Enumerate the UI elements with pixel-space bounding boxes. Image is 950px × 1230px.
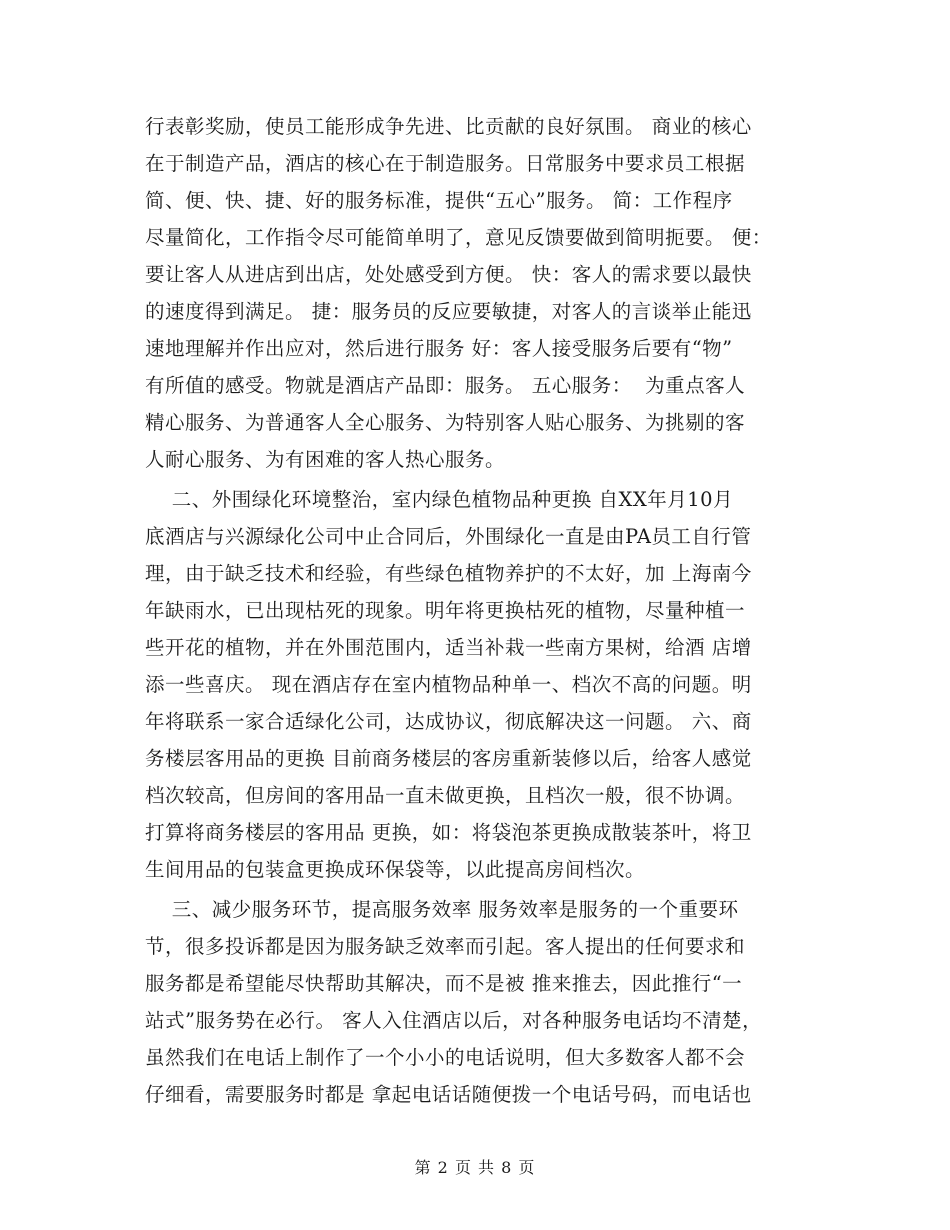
text-line: 有所值的感受。物就是酒店产品即：服务。 五心服务： 为重点客人 [145, 374, 746, 397]
text-line: 在于制造产品，酒店的核心在于制造服务。日常服务中要求员工根据 [145, 152, 746, 175]
text-line: 底酒店与兴源绿化公司中止合同后，外围绿化一直是由PA员工自行管 [145, 525, 752, 548]
text-line: 站式”服务势在必行。 客人入住酒店以后，对各种服务电话均不清楚， [145, 1009, 763, 1032]
text-line: 行表彰奖励，使员工能形成争先进、比贡献的良好氛围。 商业的核心 [145, 115, 752, 138]
text-line: 的速度得到满足。 捷：服务员的反应要敏捷，对客人的言谈举止能迅 [145, 300, 752, 323]
text-line: 精心服务、为普通客人全心服务、为特别客人贴心服务、为挑剔的客 [145, 411, 746, 434]
text-line: 三、减少服务环节，提高服务效率 服务效率是服务的一个重要环 [145, 898, 739, 921]
text-line: 简、便、快、捷、好的服务标准，提供“五心”服务。 简：工作程序 [145, 189, 733, 212]
text-line: 档次较高，但房间的客用品一直未做更换，且档次一般，很不协调。 [145, 784, 746, 807]
text-line: 服务都是希望能尽快帮助其解决，而不是被 推来推去，因此推行“一 [145, 972, 743, 995]
text-line: 生间用品的包装盒更换成环保袋等，以此提高房间档次。 [145, 858, 646, 881]
text-line: 年将联系一家合适绿化公司，达成协议，彻底解决这一问题。 六、商 [145, 710, 752, 733]
text-line: 打算将商务楼层的客用品 更换，如：将袋泡茶更换成散装茶叶，将卫 [145, 821, 752, 844]
text-line: 仔细看，需要服务时都是 拿起电话话随便拨一个电话号码，而电话也 [145, 1083, 752, 1106]
page-number-footer: 第 2 页 共 8 页 [414, 1158, 536, 1177]
text-line: 人耐心服务、为有困难的客人热心服务。 [145, 448, 506, 471]
body-text [145, 108, 810, 1113]
text-line: 要让客人从进店到出店，处处感受到方便。 快：客人的需求要以最快 [145, 263, 752, 286]
text-line: 虽然我们在电话上制作了一个小小的电话说明，但大多数客人都不会 [145, 1046, 746, 1069]
text-line: 添一些喜庆。 现在酒店存在室内植物品种单一、档次不高的问题。明 [145, 673, 752, 696]
text-line: 些开花的植物，并在外围范围内，适当补栽一些南方果树，给酒 店增 [145, 636, 752, 659]
text-line: 尽量简化，工作指令尽可能简单明了，意见反馈要做到简明扼要。 便： [145, 226, 772, 249]
text-line: 速地理解并作出应对，然后进行服务 好：客人接受服务后要有“物” [145, 337, 733, 360]
text-line: 年缺雨水，已出现枯死的现象。明年将更换枯死的植物，尽量种植一 [145, 599, 746, 622]
text-line: 务楼层客用品的更换 目前商务楼层的客房重新装修以后，给客人感觉 [145, 747, 752, 770]
text-line: 节，很多投诉都是因为服务缺乏效率而引起。客人提出的任何要求和 [145, 935, 746, 958]
text-line: 理，由于缺乏技术和经验，有些绿色植物养护的不太好，加 上海南今 [145, 562, 752, 585]
text-line: 二、外围绿化环境整治，室内绿色植物品种更换 自XX年月10月 [145, 488, 734, 511]
